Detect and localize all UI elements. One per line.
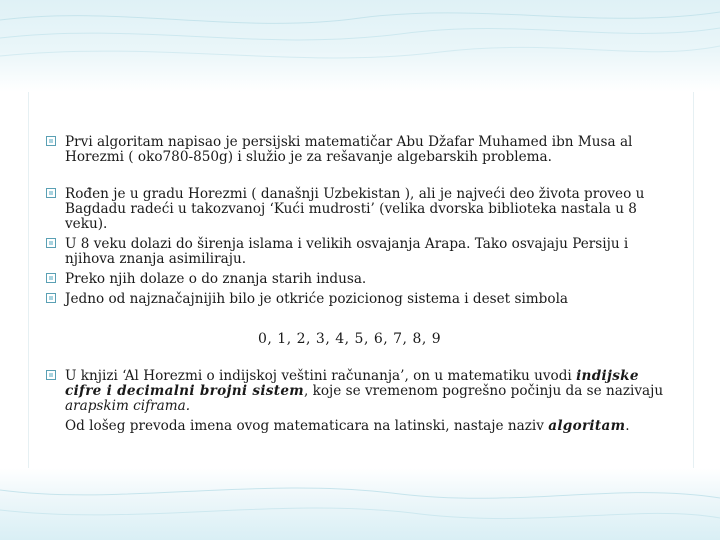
bottom-decorative-band bbox=[0, 468, 720, 540]
bullet-text: Prvi algoritam napisao je persijski matematičar Abu Džafar Muhamed ibn Musa al Horezmi ( oko780-850g) i služio je za rešavanje algebarskih problema. bbox=[65, 134, 633, 165]
bullet-item-4 bbox=[46, 272, 666, 287]
text-run: , koje se vremenom pogrešno počinju da se nazivaju bbox=[303, 383, 664, 399]
algoritam-term: algoritam bbox=[548, 418, 626, 434]
bullet-item-6 bbox=[46, 369, 666, 414]
square-bullet-icon bbox=[46, 188, 56, 198]
text-run: U knjizi ‘Al Horezmi o indijskoj veštini računanja’, on u matematiku uvodi bbox=[65, 368, 577, 384]
top-decorative-band bbox=[0, 0, 720, 92]
square-bullet-icon bbox=[46, 293, 56, 303]
wave-lines-bottom bbox=[0, 468, 720, 540]
digit-symbols: 0, 1, 2, 3, 4, 5, 6, 7, 8, 9 bbox=[258, 331, 442, 347]
bullet-item-3 bbox=[46, 237, 666, 267]
emphasis-text: indijske cifre i decimalni brojni sistem bbox=[65, 368, 639, 399]
bullet-item-1 bbox=[46, 135, 666, 165]
wave-lines-top bbox=[0, 0, 720, 92]
square-bullet-icon bbox=[46, 136, 56, 146]
bullet-text: Jedno od najznačajnijih bilo je otkriće pozicionog sistema i deset simbola bbox=[65, 291, 569, 307]
bullet-text: Rođen je u gradu Horezmi ( današnji Uzbekistan ), ali je najveći deo života proveo u Bagdadu radeći u takozvanoj ‘Kući mudrosti’ (velika dvorska biblioteka nastala u 8 veku). bbox=[65, 186, 645, 232]
bullet-text bbox=[65, 369, 666, 414]
square-bullet-icon bbox=[46, 370, 56, 380]
square-bullet-icon bbox=[46, 238, 56, 248]
emphasis-text: arapskim ciframa. bbox=[65, 398, 191, 414]
bullet-item-5 bbox=[46, 292, 666, 307]
bullet-text: Preko njih dolaze o do znanja starih indusa. bbox=[65, 271, 367, 287]
text-run: Od lošeg prevoda imena ovog matematicara na latinski, nastaje naziv bbox=[65, 418, 549, 434]
bullet-text: U 8 veku dolazi do širenja islama i velikih osvajanja Arapa. Tako osvajaju Persiju i njihova znanja asimiliraju. bbox=[65, 236, 629, 267]
closing-line bbox=[65, 419, 675, 434]
text-run: . bbox=[625, 418, 630, 434]
square-bullet-icon bbox=[46, 273, 56, 283]
bullet-item-2 bbox=[46, 187, 666, 232]
